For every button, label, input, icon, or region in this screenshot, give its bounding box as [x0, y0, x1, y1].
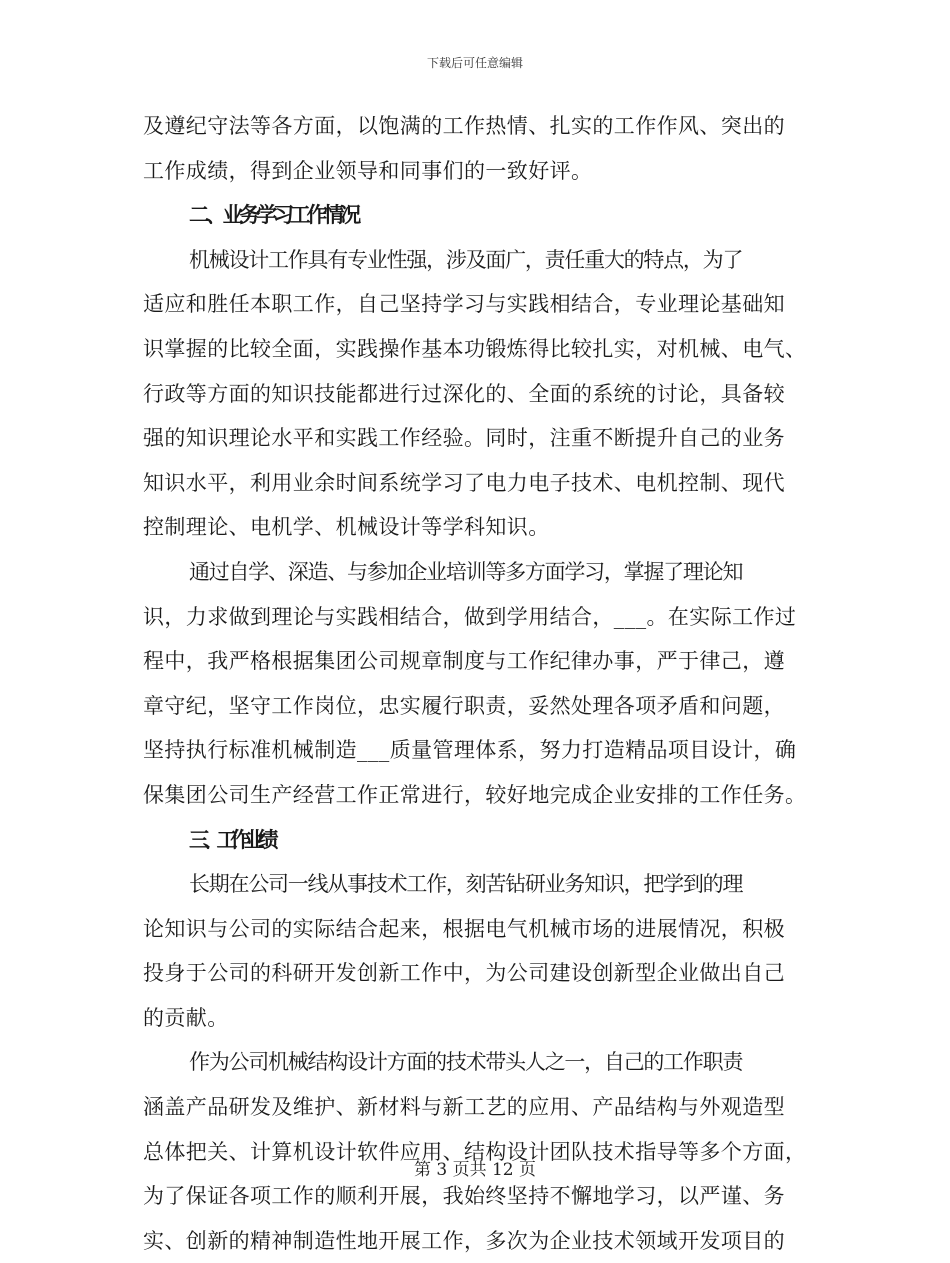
text-line: 强的知识理论水平和实践工作经验。同时，注重不断提升自己的业务 [143, 426, 785, 451]
page-header: 下载后可任意编辑 [426, 56, 523, 70]
text-line: 工作成绩，得到企业领导和同事们的一致好评。 [143, 158, 593, 183]
page-number: 第 3 页共 12 页 [413, 1160, 537, 1180]
text-line: 识，力求做到理论与实践相结合，做到学用结合，___。在实际工作过 [143, 604, 797, 629]
text-line: 投身于公司的科研开发创新工作中，为公司建设创新型企业做出自己 [143, 961, 785, 986]
text-line: 长期在公司一线从事技术工作，刻苦钻研业务知识，把学到的理 [189, 872, 743, 897]
text-line: 坚持执行标准机械制造___质量管理体系，努力打造精品项目设计，确 [143, 738, 797, 763]
text-line: 为了保证各项工作的顺利开展，我始终坚持不懈地学习，以严谨、务 [143, 1184, 785, 1209]
section-heading: 二、业务学习工作情况 [189, 203, 357, 228]
section-heading: 三、工作业绩 [189, 827, 272, 852]
text-line: 论知识与公司的实际结合起来，根据电气机械市场的进展情况，积极 [143, 916, 785, 941]
text-line: 作为公司机械结构设计方面的技术带头人之一，自己的工作职责 [189, 1050, 743, 1075]
text-line: 通过自学、深造、与参加企业培训等多方面学习，掌握了理论知 [189, 559, 743, 584]
text-line: 机械设计工作具有专业性强，涉及面广，责任重大的特点，为了 [189, 247, 743, 272]
text-line: 的贡献。 [143, 1005, 229, 1030]
text-line: 程中，我严格根据集团公司规章制度与工作纪律办事，严于律己，遵 [143, 649, 785, 674]
text-line: 控制理论、电机学、机械设计等学科知识。 [143, 515, 550, 540]
text-line: 总体把关、计算机设计软件应用、结构设计团队技术指导等多个方面， [143, 1139, 807, 1164]
text-line: 保集团公司生产经营工作正常进行，较好地完成企业安排的工作任务。 [143, 782, 807, 807]
text-line: 实、创新的精神制造性地开展工作，多次为企业技术领域开发项目的 [143, 1228, 785, 1253]
text-line: 知识水平，利用业余时间系统学习了电力电子技术、电机控制、现代 [143, 470, 785, 495]
document-body [143, 104, 807, 1263]
text-line: 识掌握的比较全面，实践操作基本功锻炼得比较扎实，对机械、电气、 [143, 336, 807, 361]
text-line: 行政等方面的知识技能都进行过深化的、全面的系统的讨论，具备较 [143, 381, 785, 406]
text-line: 章守纪，坚守工作岗位，忠实履行职责，妥然处理各项矛盾和问题， [143, 693, 785, 718]
text-line: 涵盖产品研发及维护、新材料与新工艺的应用、产品结构与外观造型 [143, 1095, 785, 1120]
text-line: 适应和胜任本职工作，自己坚持学习与实践相结合，专业理论基础知 [143, 292, 785, 317]
text-line: 及遵纪守法等各方面，以饱满的工作热情、扎实的工作作风、突出的 [143, 114, 785, 138]
